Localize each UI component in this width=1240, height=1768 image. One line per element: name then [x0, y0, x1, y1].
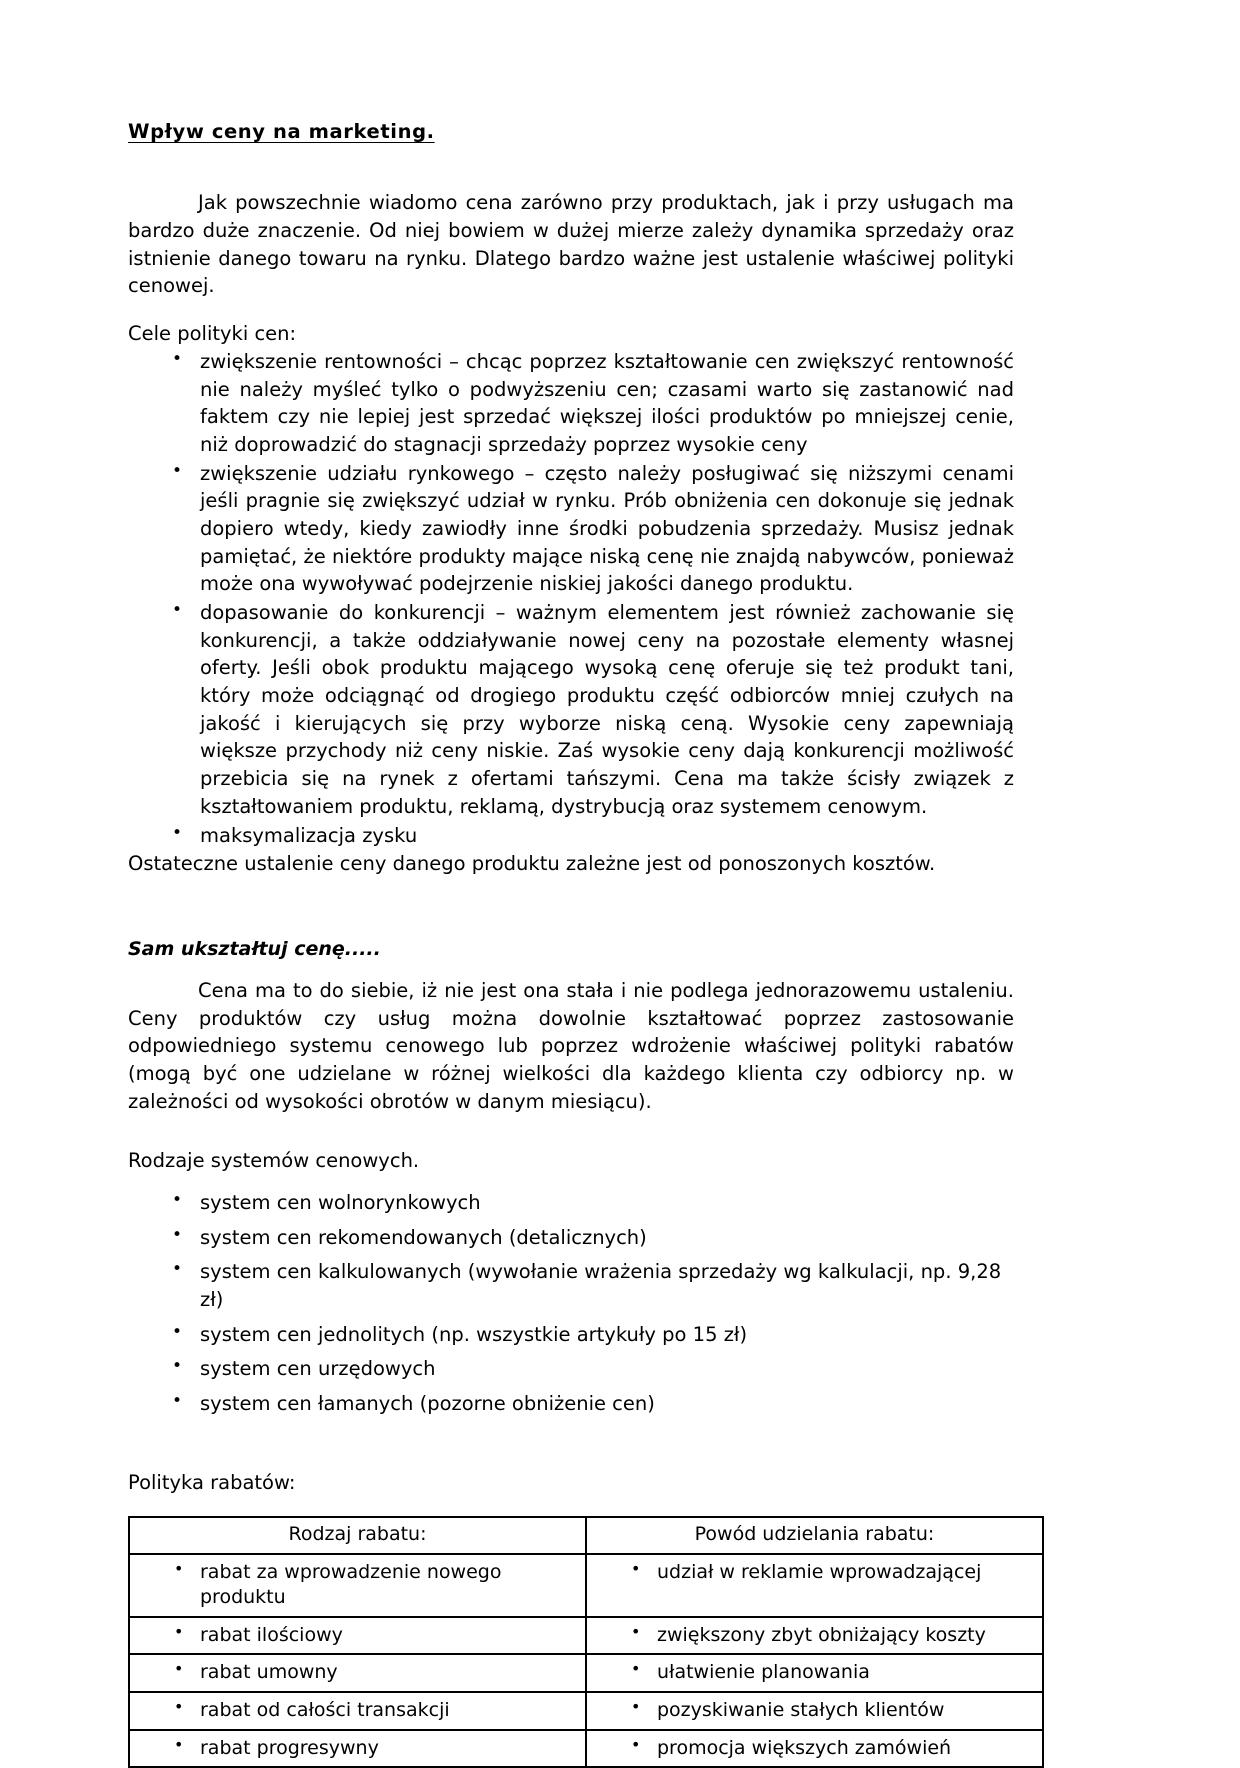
table-cell-reason [586, 1654, 1043, 1692]
table-cell-reason [586, 1692, 1043, 1730]
cell-bullet-text: • pozyskiwanie stałych klientów [595, 1698, 1034, 1723]
table-column-header-type: Rodzaj rabatu: [129, 1517, 586, 1554]
intro-paragraph: Jak powszechnie wiadomo cena zarówno przy produktach, jak i przy usługach ma bardzo duże znaczenie. Od niej bowiem w dużej mierze zależy dynamika sprzedaży oraz istnienie danego towaru na rynku. Dlatego bardzo ważne jest ustalenie właściwej polityki cenowej. [128, 191, 1014, 298]
cell-bullet-text: • rabat umowny [138, 1660, 577, 1685]
table-cell-type [129, 1554, 586, 1616]
list-item: • zwiększenie udziału rynkowego – często należy posługiwać się niższymi cenami jeśli pragnie się zwiększyć udział w rynku. Prób obniżenia cen dokonuje się jednak dopiero wtedy, kiedy zawiodły inne środki pobudzenia sprzedaży. Musisz jednak pamiętać, że niektóre produkty mające niską cenę nie znajdą nabywców, ponieważ może ona wywoływać podejrzenie niskiej jakości danego produktu. [128, 460, 1014, 598]
list-item: • maksymalizacja zysku [128, 822, 1014, 850]
table-row [129, 1554, 1043, 1616]
cell-bullet-text: • ułatwienie planowania [595, 1660, 1034, 1685]
table-cell-type [129, 1617, 586, 1655]
goals-heading: Cele polityki cen: [128, 322, 297, 346]
table-header-row [129, 1517, 1043, 1554]
table-cell-type [129, 1730, 586, 1768]
spacer [128, 963, 1014, 977]
table-row [129, 1617, 1043, 1655]
list-item: • system cen wolnorynkowych [128, 1189, 1014, 1217]
table-column-header-reason: Powód udzielania rabatu: [586, 1517, 1043, 1554]
list-item: • system cen rekomendowanych (detalicznych) [128, 1224, 1014, 1252]
table-cell-reason [586, 1554, 1043, 1616]
table-body [129, 1554, 1043, 1767]
page-title: Wpływ ceny na marketing. [128, 120, 435, 143]
price-systems-list [128, 1189, 1014, 1418]
table-cell-type [129, 1692, 586, 1730]
table-cell-type [129, 1654, 586, 1692]
goals-closing-line: Ostateczne ustalenie ceny danego produktu zależne jest od ponoszonych kosztów. [128, 852, 936, 876]
spacer [128, 1425, 1014, 1469]
shape-price-paragraph: Cena ma to do siebie, iż nie jest ona stała i nie podlega jednorazowemu ustaleniu. Ceny produktów czy usług można dowolnie kształtować poprzez zastosowanie odpowiedniego systemu cenowego lub poprzez wdrożenie właściwej polityki rabatów (mogą być one udzielane w różnej wielkości dla każdego klienta czy odbiorcy np. w zależności od wysokości obrotów w danym miesiącu). [128, 978, 1014, 1113]
cell-bullet-text: • rabat progresywny [138, 1736, 577, 1761]
list-item: • system cen jednolitych (np. wszystkie artykuły po 15 zł) [128, 1321, 1014, 1349]
list-item: • zwiększenie rentowności – chcąc poprzez kształtowanie cen zwiększyć rentowność nie należy myśleć tylko o podwyższeniu cen; czasami warto się zastanowić nad faktem czy nie lepiej jest sprzedać większej ilości produktów po mniejszej cenie, niż doprowadzić do stagnacji sprzedaży poprzez wysokie ceny [128, 348, 1014, 459]
list-item: • system cen łamanych (pozorne obniżenie cen) [128, 1390, 1014, 1418]
cell-bullet-text: • rabat ilościowy [138, 1623, 577, 1648]
price-systems-heading: Rodzaje systemów cenowych. [128, 1149, 420, 1173]
cell-bullet-text: • promocja większych zamówień [595, 1736, 1034, 1761]
table-row [129, 1692, 1043, 1730]
rebate-policy-heading: Polityka rabatów: [128, 1470, 296, 1494]
table-cell-reason [586, 1730, 1043, 1768]
spacer [128, 1121, 1014, 1147]
spacer [128, 306, 1014, 320]
shape-price-heading: Sam ukształtuj cenę..... [128, 937, 381, 960]
table-cell-reason [586, 1617, 1043, 1655]
cell-bullet-text: • rabat za wprowadzenie nowego produktu [138, 1560, 577, 1609]
goals-list [128, 348, 1014, 849]
cell-bullet-text: • zwiększony zbyt obniżający koszty [595, 1623, 1034, 1648]
list-item: • system cen kalkulowanych (wywołanie wrażenia sprzedaży wg kalkulacji, np. 9,28 zł) [128, 1258, 1014, 1313]
list-item: • dopasowanie do konkurencji – ważnym elementem jest również zachowanie się konkurencji, a także oddziaływanie nowej ceny na pozostałe elementy własnej oferty. Jeśli obok produktu mającego wysoką cenę oferuje się też produkt tani, który może odciągnąć od drogiego produktu część odbiorców mniej czułych na jakość i kierujących się przy wyborze niską ceną. Wysokie ceny zapewniają większe przychody niż ceny niskie. Zaś wysokie ceny dają konkurencji możliwość przebicia się na rynek z ofertami tańszymi. Cena ma także ścisły związek z kształtowaniem produktu, reklamą, dystrybucją oraz systemem cenowym. [128, 599, 1014, 821]
cell-bullet-text: • udział w reklamie wprowadzającej [595, 1560, 1034, 1585]
table-header [129, 1517, 1043, 1554]
cell-bullet-text: • rabat od całości transakcji [138, 1698, 577, 1723]
spacer [128, 878, 1014, 936]
list-item: • system cen urzędowych [128, 1355, 1014, 1383]
table-row [129, 1730, 1043, 1768]
rebate-table [128, 1516, 1044, 1768]
table-row [129, 1654, 1043, 1692]
spacer [128, 1175, 1014, 1189]
document-content [128, 120, 1014, 1768]
